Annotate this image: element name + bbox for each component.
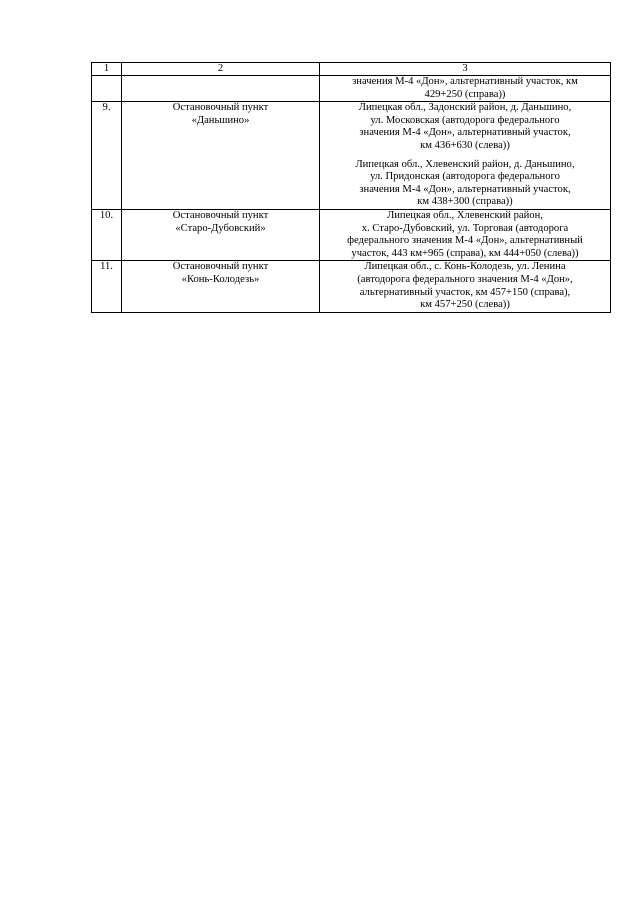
stop-name-line: «Даньшино» bbox=[191, 114, 250, 126]
table-row-continuation bbox=[92, 76, 611, 102]
address-line: ул. Придонская (автодорога федерального bbox=[370, 171, 560, 183]
address-line: Липецкая обл., Хлевенский район, bbox=[387, 209, 543, 221]
stop-address bbox=[320, 209, 611, 260]
stop-name-line: Остановочный пункт bbox=[172, 209, 269, 221]
column-header-3: 3 bbox=[320, 63, 611, 76]
address-line: альтернативный участок, км 457+150 (справа), bbox=[359, 286, 571, 298]
column-header-2: 2 bbox=[122, 63, 320, 76]
stop-address bbox=[320, 261, 611, 312]
address-line: ул. Московская (автодорога федерального bbox=[370, 114, 560, 126]
stop-name-line: «Старо-Дубовский» bbox=[175, 222, 266, 234]
table-header-row bbox=[92, 63, 611, 76]
stop-address bbox=[320, 76, 611, 102]
stop-name bbox=[122, 102, 320, 210]
row-number bbox=[92, 76, 122, 102]
column-header-1: 1 bbox=[92, 63, 122, 76]
table-row-9 bbox=[92, 102, 611, 210]
address-line: Липецкая обл., Задонский район, д. Даньшино, bbox=[358, 102, 572, 114]
address-line: х. Старо-Дубовский, ул. Торговая (автодорога bbox=[361, 222, 569, 234]
stop-name-line: Остановочный пункт bbox=[172, 261, 269, 273]
stop-name-line: Остановочный пункт bbox=[172, 102, 269, 114]
address-line: значения М-4 «Дон», альтернативный участок, bbox=[359, 183, 571, 195]
address-line: км 436+630 (слева)) bbox=[420, 139, 510, 151]
stop-name bbox=[122, 261, 320, 312]
row-number: 9. bbox=[92, 102, 122, 210]
row-number: 11. bbox=[92, 261, 122, 312]
address-line: участок, 443 км+965 (справа), км 444+050 (слева)) bbox=[351, 247, 579, 259]
table-row-10 bbox=[92, 209, 611, 260]
address-line: значения М-4 «Дон», альтернативный участок, км bbox=[352, 76, 578, 87]
stop-name-line: «Конь-Колодезь» bbox=[181, 273, 260, 285]
stop-address bbox=[320, 102, 611, 210]
address-line: (автодорога федерального значения М-4 «Дон», bbox=[357, 273, 573, 285]
stop-name bbox=[122, 209, 320, 260]
address-line: км 438+300 (справа)) bbox=[417, 196, 513, 208]
address-line: федерального значения М-4 «Дон», альтернативный bbox=[347, 235, 583, 247]
address-line: 429+250 (справа)) bbox=[424, 88, 506, 100]
row-number: 10. bbox=[92, 209, 122, 260]
stops-table bbox=[91, 62, 611, 313]
address-line: км 457+250 (слева)) bbox=[420, 299, 510, 311]
table-row-11 bbox=[92, 261, 611, 312]
address-line: Липецкая обл., с. Конь-Колодезь, ул. Ленина bbox=[364, 261, 566, 273]
stop-name bbox=[122, 76, 320, 102]
address-line: Липецкая обл., Хлевенский район, д. Даньшино, bbox=[355, 158, 575, 170]
address-line: значения М-4 «Дон», альтернативный участок, bbox=[359, 127, 571, 139]
